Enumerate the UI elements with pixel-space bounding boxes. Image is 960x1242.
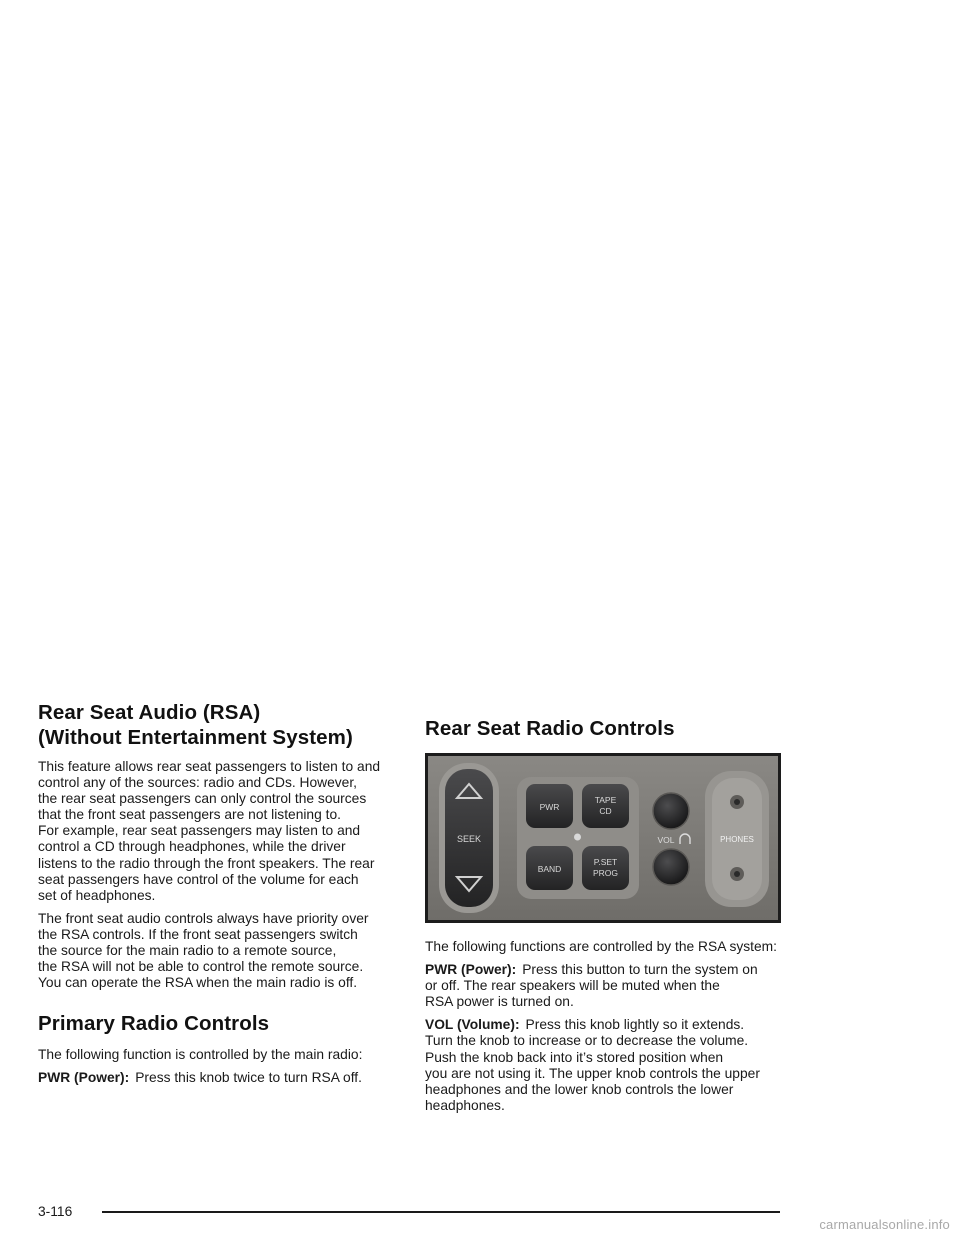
text-line: You can operate the RSA when the main radio is off. xyxy=(38,975,358,991)
text-line: listens to the radio through the front speakers. The rear xyxy=(38,855,375,871)
text-line: RSA power is turned on. xyxy=(425,994,574,1010)
text-line: control a CD through headphones, while the driver xyxy=(38,839,346,855)
phones-label: PHONES xyxy=(720,835,754,844)
text-line xyxy=(425,962,785,978)
text-line: headphones. xyxy=(425,1097,505,1113)
left-column xyxy=(38,700,398,1087)
section-heading-rsa xyxy=(38,700,398,750)
text-line: the source for the main radio to a remote source, xyxy=(38,943,337,959)
vol-label: VOL xyxy=(657,835,675,845)
text-line: control any of the sources: radio and CDs. However, xyxy=(38,775,358,791)
text-line: headphones and the lower knob controls the lower xyxy=(425,1081,734,1097)
text-line: you are not using it. The upper knob controls the upper xyxy=(425,1065,760,1081)
pwr-term: PWR (Power): xyxy=(38,1070,130,1086)
indicator-dot xyxy=(574,834,581,841)
primary-intro: The following function is controlled by the main radio: xyxy=(38,1047,363,1063)
text-line: the rear seat passengers can only control the sources xyxy=(38,791,367,807)
text-line xyxy=(425,1017,785,1033)
vol-term: VOL (Volume): xyxy=(425,1017,520,1033)
pwr-button-label: PWR xyxy=(539,802,560,812)
rsa-vol-item xyxy=(425,1017,785,1114)
text-line: For example, rear seat passengers may listen to and xyxy=(38,823,361,839)
section-heading-rear-seat-radio: Rear Seat Radio Controls xyxy=(425,717,675,740)
text-line: Push the knob back into it’s stored position when xyxy=(425,1049,724,1065)
text-line: or off. The rear speakers will be muted when the xyxy=(425,978,720,994)
rsa-pwr-item xyxy=(425,962,785,1010)
text-line: the RSA will not be able to control the remote source. xyxy=(38,959,364,975)
prog-label: PROG xyxy=(592,868,619,878)
pwr-description: Press this knob twice to turn RSA off. xyxy=(135,1070,362,1086)
heading-line: Rear Seat Audio (RSA) xyxy=(38,701,261,724)
vol-text: Press this knob lightly so it extends. xyxy=(525,1017,745,1033)
page-number: 3-116 xyxy=(38,1204,73,1219)
pwr-term: PWR (Power): xyxy=(425,962,517,978)
band-button-label: BAND xyxy=(537,864,562,874)
lower-jack-hole xyxy=(734,871,740,877)
text-line: set of headphones. xyxy=(38,887,156,903)
text-line: This feature allows rear seat passengers to listen to and xyxy=(38,759,381,774)
rsa-priority-paragraph xyxy=(38,911,398,991)
rsa-description-paragraph xyxy=(38,759,398,904)
pset-label: P.SET xyxy=(593,857,618,867)
text-line: seat passengers have control of the volume for each xyxy=(38,871,359,887)
text-line: The front seat audio controls always have priority over xyxy=(38,910,369,926)
rsa-control-panel-photo xyxy=(425,753,781,923)
text-line: that the front seat passengers are not listening to. xyxy=(38,807,341,823)
heading-line: (Without Entertainment System) xyxy=(38,726,353,749)
primary-pwr-item xyxy=(38,1070,398,1086)
vol-upper-knob xyxy=(653,793,689,829)
text-line: Turn the knob to increase or to decrease the volume. xyxy=(425,1033,749,1049)
control-panel-illustration xyxy=(425,753,781,923)
cd-label: CD xyxy=(599,806,612,816)
right-column xyxy=(425,716,785,1114)
watermark: carmanualsonline.info xyxy=(819,1217,950,1232)
text-line: the RSA controls. If the front seat passengers switch xyxy=(38,926,358,942)
seek-label: SEEK xyxy=(456,834,482,844)
vol-lower-knob xyxy=(653,849,689,885)
tape-label: TAPE xyxy=(594,795,617,805)
upper-jack-hole xyxy=(734,799,740,805)
footer-rule xyxy=(102,1211,780,1213)
rsa-intro: The following functions are controlled by the RSA system: xyxy=(425,939,777,954)
pwr-text: Press this button to turn the system on xyxy=(522,962,758,978)
section-heading-primary-radio: Primary Radio Controls xyxy=(38,1012,270,1036)
